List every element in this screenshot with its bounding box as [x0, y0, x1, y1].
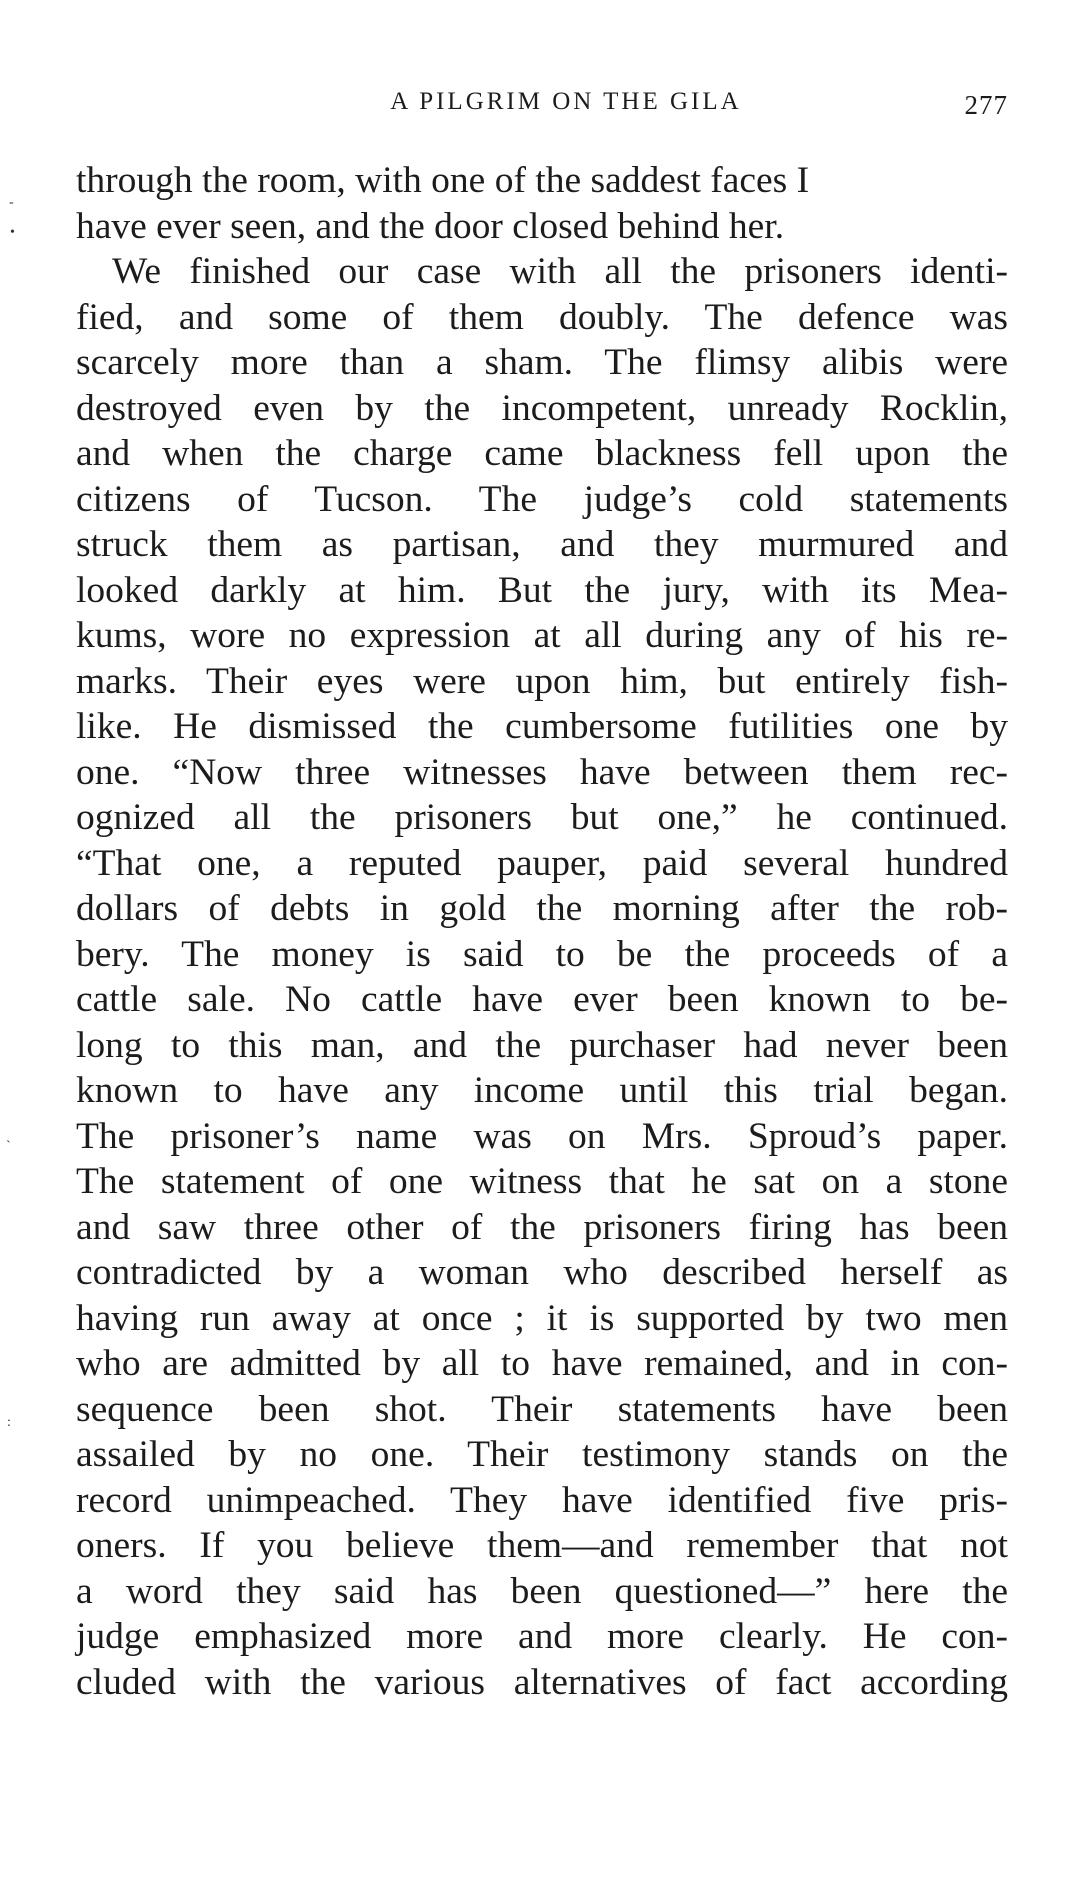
text-line: known to have any income until this trial began. [76, 1070, 1008, 1111]
text-line: and saw three other of the prisoners firing has been [76, 1206, 1008, 1248]
text-line: cattle sale. No cattle have ever been known to be- [76, 979, 1008, 1020]
text-line: a word they said has been questioned—” here the [76, 1570, 1008, 1612]
text-line: destroyed even by the incompetent, unready Rocklin, [76, 387, 1008, 429]
text-line: who are admitted by all to have remained, and in con- [76, 1343, 1008, 1384]
running-head [76, 88, 1016, 128]
text-line: record unimpeached. They have identified five pris- [76, 1479, 1008, 1521]
text-line: The statement of one witness that he sat on a stone [76, 1161, 1008, 1202]
text-line: having run away at once ; it is supported by two men [76, 1297, 1008, 1339]
paragraph-start-line: We finished our case with all the prisoners identi- [112, 251, 1008, 292]
text-line: kums, wore no expression at all during any of his re- [76, 615, 1008, 656]
margin-speck: : [7, 1415, 11, 1430]
text-line: fied, and some of them doubly. The defence was [76, 296, 1008, 338]
text-line: looked darkly at him. But the jury, with its Mea- [76, 569, 1008, 611]
text-line: scarcely more than a sham. The flimsy alibis were [76, 342, 1008, 383]
text-line: have ever seen, and the door closed behind her. [76, 205, 785, 247]
text-line: judge emphasized more and more clearly. He con- [76, 1616, 1008, 1657]
margin-speck: ˋ [6, 1139, 11, 1154]
text-line: like. He dismissed the cumbersome futilities one by [76, 706, 1008, 747]
running-title: A PILGRIM ON THE GILA [390, 88, 742, 115]
page-number: 277 [964, 90, 1008, 120]
text-line: dollars of debts in gold the morning after the rob- [76, 888, 1008, 929]
text-line: The prisoner’s name was on Mrs. Sproud’s paper. [76, 1115, 1008, 1157]
text-line: cluded with the various alternatives of fact according [76, 1661, 1008, 1703]
margin-speck: • [10, 225, 15, 240]
text-line: marks. Their eyes were upon him, but entirely fish- [76, 660, 1008, 702]
text-line: bery. The money is said to be the proceeds of a [76, 933, 1008, 975]
margin-speck: - [9, 195, 14, 210]
text-line: ognized all the prisoners but one,” he continued. [76, 797, 1008, 838]
text-line: long to this man, and the purchaser had never been [76, 1024, 1008, 1066]
text-line: contradicted by a woman who described herself as [76, 1252, 1008, 1293]
text-line: “That one, a reputed pauper, paid several hundred [76, 842, 1008, 884]
text-line: one. “Now three witnesses have between them rec- [76, 751, 1008, 793]
text-line: and when the charge came blackness fell upon the [76, 433, 1008, 474]
text-line: struck them as partisan, and they murmured and [76, 524, 1008, 565]
text-line: sequence been shot. Their statements have been [76, 1388, 1008, 1430]
text-line: oners. If you believe them—and remember that not [76, 1525, 1008, 1566]
text-line: through the room, with one of the saddest faces I [76, 160, 810, 201]
body-text [76, 158, 1008, 1705]
text-line: assailed by no one. Their testimony stands on the [76, 1434, 1008, 1475]
text-line: citizens of Tucson. The judge’s cold statements [76, 478, 1008, 520]
